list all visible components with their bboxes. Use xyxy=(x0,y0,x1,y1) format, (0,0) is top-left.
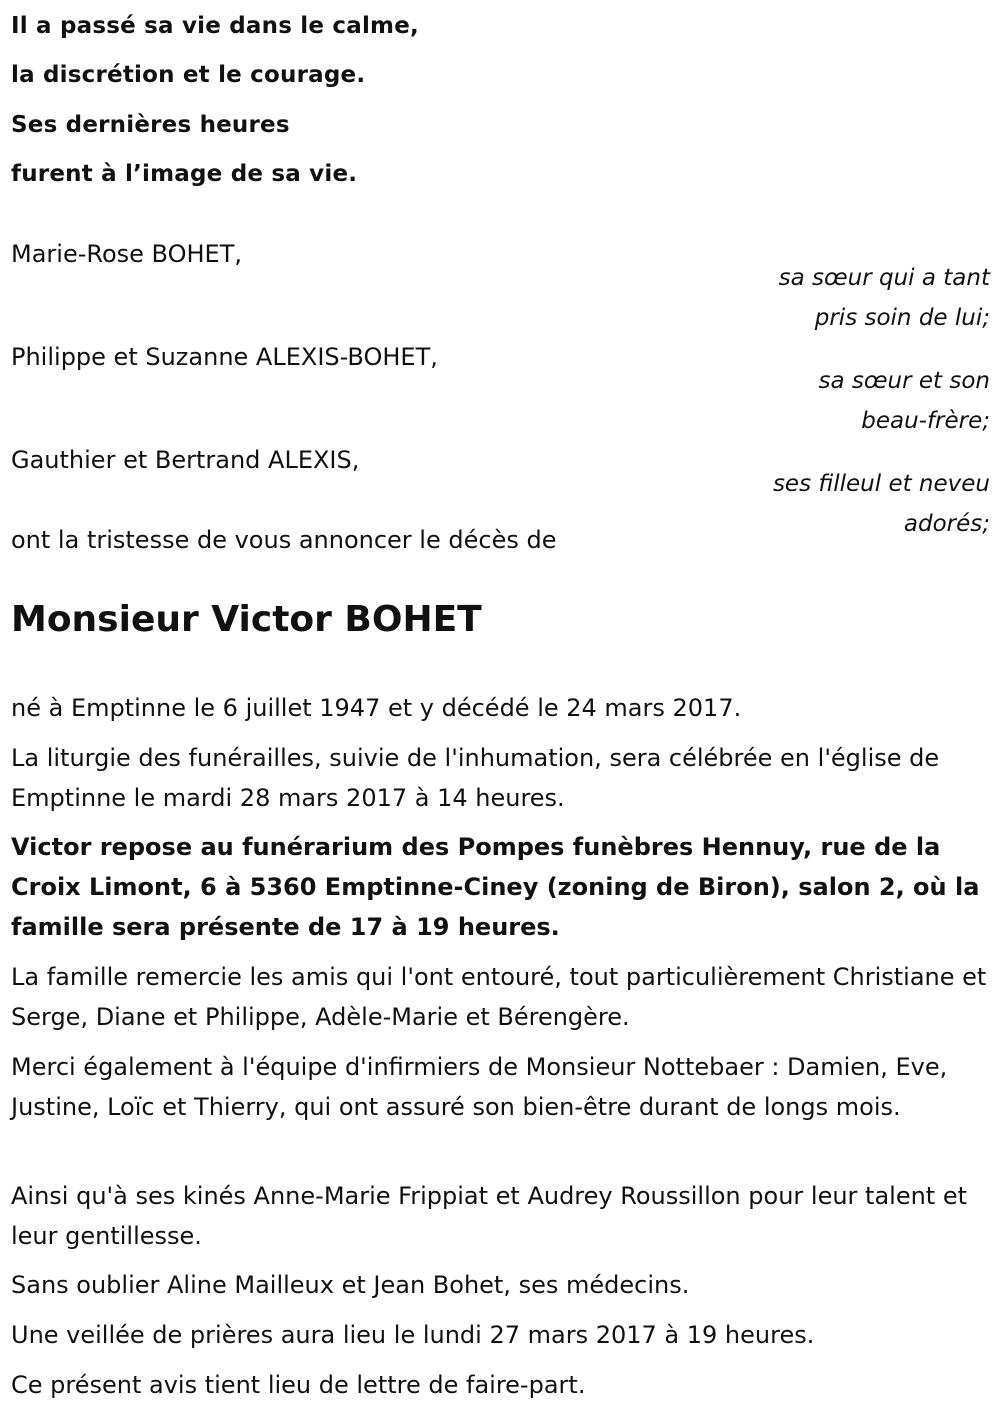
deceased-name: Monsieur Victor BOHET xyxy=(11,599,482,640)
paragraph-funerarium: Victor repose au funérarium des Pompes funèbres Hennuy, rue de la Croix Limont, 6 à 5360 Emptinne-Ciney (zoning de Biron), salon 2, où la famille sera présente de 17 à 19 heures. xyxy=(11,833,980,941)
family-member-name: Marie-Rose BOHET, xyxy=(11,240,242,268)
role-line: sa sœur et son xyxy=(818,368,990,394)
epigraph-line: furent à l’image de sa vie. xyxy=(11,161,358,187)
family-member-name: Gauthier et Bertrand ALEXIS, xyxy=(11,446,360,474)
paragraph-thanks-physio: Ainsi qu'à ses kinés Anne-Marie Frippiat et Audrey Roussillon pour leur talent et leur gentillesse. xyxy=(11,1182,968,1250)
paragraph-birth-death: né à Emptinne le 6 juillet 1947 et y décédé le 24 mars 2017. xyxy=(11,694,742,722)
epigraph-line: Ses dernières heures xyxy=(11,112,290,138)
paragraph-thanks-nurses: Merci également à l'équipe d'infirmiers de Monsieur Nottebaer : Damien, Eve, Justine, Loïc et Thierry, qui ont assuré son bien-être durant de longs mois. xyxy=(11,1053,948,1121)
paragraph-closing: Ce présent avis tient lieu de lettre de faire-part. xyxy=(11,1371,586,1399)
epigraph-line: la discrétion et le courage. xyxy=(11,62,366,88)
family-member-role xyxy=(779,258,990,338)
role-line: sa sœur qui a tant xyxy=(778,265,990,291)
family-member-role xyxy=(773,464,990,544)
family-member-role xyxy=(819,361,990,441)
role-line: pris soin de lui; xyxy=(814,305,990,331)
role-line: beau-frère; xyxy=(861,408,990,434)
announcement-text: ont la tristesse de vous annoncer le décès de xyxy=(11,526,557,554)
paragraph-thanks-friends: La famille remercie les amis qui l'ont entouré, tout particulièrement Christiane et Serge, Diane et Philippe, Adèle-Marie et Bérengère. xyxy=(11,963,987,1031)
paragraph-doctors: Sans oublier Aline Mailleux et Jean Bohet, ses médecins. xyxy=(11,1271,690,1299)
epigraph-line: Il a passé sa vie dans le calme, xyxy=(11,13,419,39)
paragraph-funeral: La liturgie des funérailles, suivie de l'inhumation, sera célébrée en l'église de Emptinne le mardi 28 mars 2017 à 14 heures. xyxy=(11,744,940,812)
family-member-name: Philippe et Suzanne ALEXIS-BOHET, xyxy=(11,343,438,371)
role-line: adorés; xyxy=(903,511,990,537)
paragraph-vigil: Une veillée de prières aura lieu le lundi 27 mars 2017 à 19 heures. xyxy=(11,1321,815,1349)
role-line: ses filleul et neveu xyxy=(772,471,990,497)
